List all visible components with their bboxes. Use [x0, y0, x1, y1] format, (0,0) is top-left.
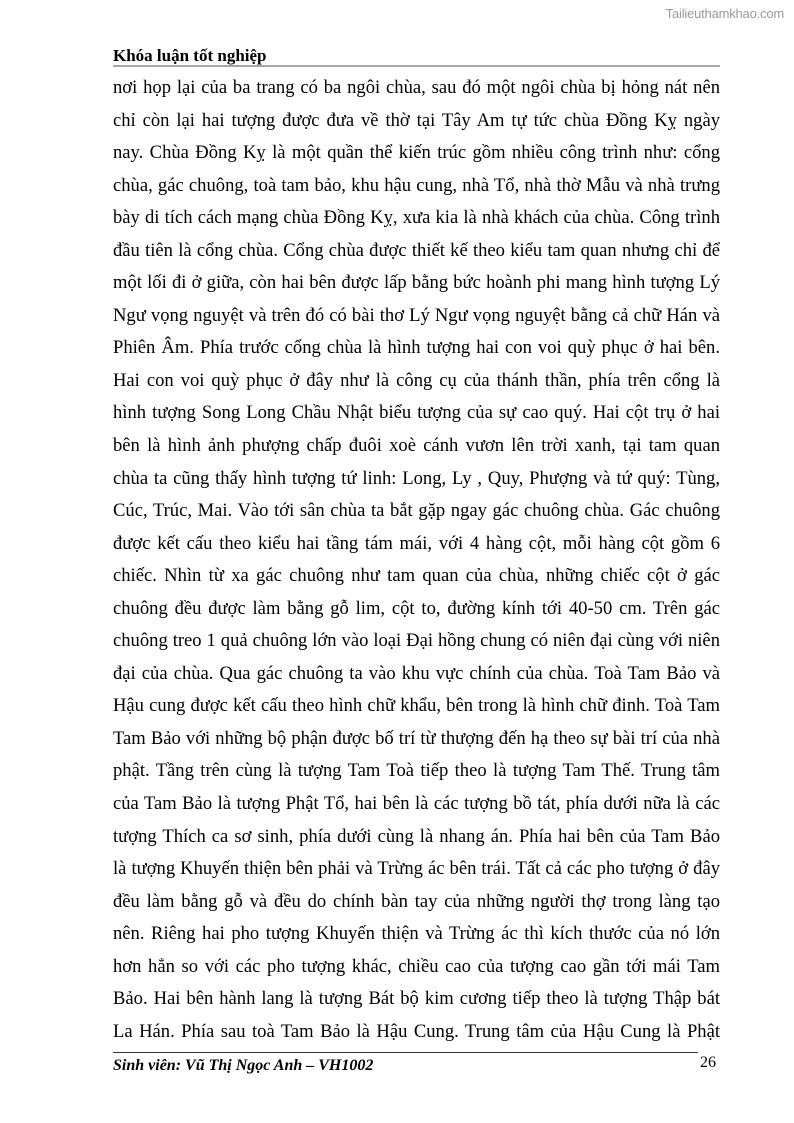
text-line: đầu tiên là cổng chùa. Cổng chùa được thiết kế theo kiểu tam quan nhưng chỉ để [113, 239, 720, 261]
text-line: hình tượng Song Long Chầu Nhật biểu tượng của sự cao quý. Hai cột trụ ở hai [113, 402, 720, 424]
header-divider [113, 65, 720, 67]
text-line: nên. Riêng hai pho tượng Khuyến thiện và Trừng ác thì kích thước của nó lớn [113, 923, 720, 945]
text-line: Cúc, Trúc, Mai. Vào tới sân chùa ta bắt gặp ngay gác chuông chùa. Gác chuông [113, 500, 720, 522]
text-line: là tượng Khuyến thiện bên phải và Trừng ác bên trái. Tất cả các pho tượng ở đây [113, 858, 720, 880]
text-line: chuông đều được làm bằng gỗ lim, cột to, đường kính tới 40-50 cm. Trên gác [113, 597, 720, 619]
body-paragraph [113, 72, 720, 1048]
text-line: Bảo. Hai bên hành lang là tượng Bát bộ kim cương tiếp theo là tượng Thập bát [113, 988, 720, 1010]
footer-divider [113, 1052, 698, 1053]
watermark: Tailieuthamkhao.com [665, 6, 784, 21]
text-line: bày di tích cách mạng chùa Đồng Kỵ, xưa kia là nhà khách của chùa. Công trình [113, 207, 720, 229]
text-line: chuông treo 1 quả chuông lớn vào loại Đại hồng chung có niên đại cùng với niên [113, 630, 720, 652]
footer-author: Sinh viên: Vũ Thị Ngọc Anh – VH1002 [113, 1057, 374, 1074]
text-line: một lối đi ở giữa, còn hai bên được lấp bằng bức hoành phi mang hình tượng Lý [113, 272, 720, 294]
text-line: được kết cấu theo kiểu hai tầng tám mái, với 4 hàng cột, mỗi hàng cột gồm 6 [113, 532, 720, 554]
text-line: nay. Chùa Đồng Kỵ là một quần thể kiến trúc gồm nhiều công trình như: cổng [113, 142, 720, 164]
text-line: chỉ còn lại hai tượng được đưa về thờ tại Tây Am tự tức chùa Đồng Kỵ ngày [113, 109, 720, 131]
text-line: phật. Tầng trên cùng là tượng Tam Toà tiếp theo là tượng Tam Thế. Trung tâm [113, 760, 720, 782]
text-line: hơn hẳn so với các pho tượng khác, chiều cao của tượng cao gần tới mái Tam [113, 955, 720, 977]
text-line: đại của chùa. Qua gác chuông ta vào khu vực chính của chùa. Toà Tam Bảo và [113, 662, 720, 684]
text-line: bên là hình ảnh phượng chấp đuôi xoè cánh vươn lên trời xanh, tại tam quan [113, 435, 720, 457]
text-line: chiếc. Nhìn từ xa gác chuông như tam quan của chùa, những chiếc cột ở gác [113, 565, 720, 587]
text-line: đều làm bằng gỗ và đều do chính bàn tay của những người thợ trong làng tạo [113, 890, 720, 912]
page-number: 26 [700, 1054, 716, 1071]
text-line: Hai con voi quỳ phục ở đây như là công cụ của thánh thần, phía trên cổng là [113, 369, 720, 391]
text-line: Hậu cung được kết cấu theo hình chữ khẩu, bên trong là hình chữ đinh. Toà Tam [113, 695, 720, 717]
text-line: chùa ta cũng thấy hình tượng tứ linh: Long, Ly , Quy, Phượng và tứ quý: Tùng, [113, 467, 720, 489]
text-line: Tam Bảo với những bộ phận được bố trí từ thượng đến hạ theo sự bài trí của nhà [113, 727, 720, 749]
header-title: Khóa luận tốt nghiệp [113, 46, 267, 65]
text-line: chùa, gác chuông, toà tam bảo, khu hậu cung, nhà Tổ, nhà thờ Mẫu và nhà trưng [113, 174, 720, 196]
text-line: tượng Thích ca sơ sinh, phía dưới cùng là nhang án. Phía hai bên của Tam Bảo [113, 825, 720, 847]
text-line: nơi họp lại của ba trang có ba ngôi chùa, sau đó một ngôi chùa bị hỏng nát nên [113, 77, 720, 98]
page-header [113, 46, 720, 66]
text-line: La Hán. Phía sau toà Tam Bảo là Hậu Cung. Trung tâm của Hậu Cung là Phật [113, 1020, 720, 1042]
text-line: của Tam Bảo là tượng Phật Tổ, hai bên là các tượng bồ tát, phía dưới nữa là các [113, 793, 720, 815]
text-line: Ngư vọng nguyệt và trên đó có bài thơ Lý Ngư vọng nguyệt bằng cả chữ Hán và [113, 304, 720, 326]
text-line: Phiên Âm. Phía trước cổng chùa là hình tượng hai con voi quỳ phục ở hai bên. [113, 337, 720, 359]
